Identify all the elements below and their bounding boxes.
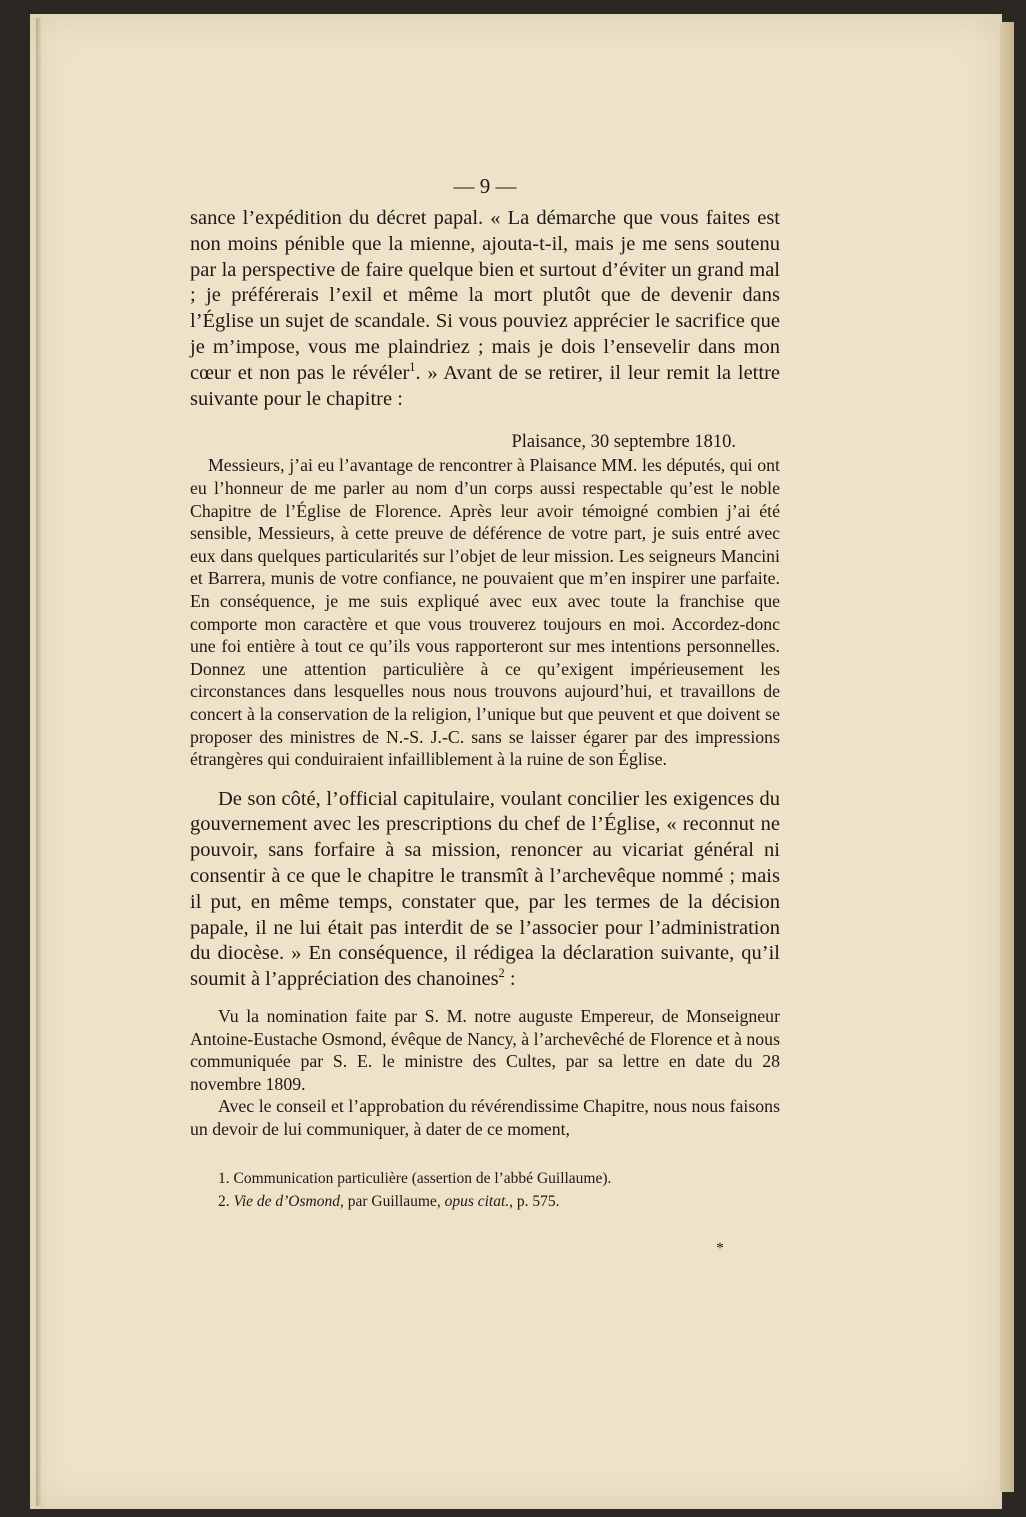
footnote-1: 1. Communication particulière (assertion de l’abbé Guillaume).: [218, 1169, 612, 1187]
footnote-2-title: Vie de d’Osmond: [233, 1192, 340, 1210]
page-text: [190, 168, 780, 1213]
binding-fold: [36, 18, 42, 1506]
paragraph-1: [190, 206, 780, 412]
decree-paragraph-2: Avec le conseil et l’approbation du révérendissime Chapitre, nous nous faisons un devoir de lui communiquer, à dater de ce moment,: [190, 1096, 780, 1140]
footnote-ref-1: 1: [409, 359, 416, 374]
page-edge: [1000, 22, 1014, 1492]
letter-body: Messieurs, j’ai eu l’avantage de rencontrer à Plaisance MM. les députés, qui ont eu l’honneur de me parler au nom d’un corps aussi respectable qu’est le noble Chapitre de l’Église de Florence. Après leur avoir témoigné combien j’ai été sensible, Messieurs, à cette preuve de déférence de votre part, je suis entré avec eux dans quelques particularités sur l’objet de leur mission. Les seigneurs Mancini et Barrera, munis de votre confiance, ne pouvaient que m’en inspirer une parfaite. En conséquence, je me suis expliqué avec eux avec toute la franchise que comporte mon caractère et que vous trouverez toujours en moi. Accordez-donc une foi entière à tout ce qu’ils vous rapporteront sur mes intentions personnelles. Donnez une attention particulière à ce qu’exigent impérieusement les circonstances dans lesquelles nous nous trouvons aujourd’hui, et travaillons de concert à la conservation de la religion, l’unique but que peuvent et que doivent se proposer des ministres de N.-S. J.-C. sans se laisser égarer par des impressions étrangères qui conduiraient infailliblement à la ruine de son Église.: [190, 455, 780, 770]
footnote-2: [218, 1190, 780, 1213]
paragraph-2-text-b: :: [504, 968, 516, 991]
paragraph-2: [190, 787, 780, 993]
paragraph-1-text-a: sance l’expédition du décret papal. « La démarche que vous faites est non moins pénible que la mienne, ajouta-t-il, mais je me sens soutenu par la perspective de faire quelque bien et surtout d’éviter un grand mal ; je préférerais l’exil et même la mort plutôt que de devenir dans l’Église un sujet de scandale. Si vous pouviez apprécier le sacrifice que je m’impose, vous me plaindriez ; mais je dois l’ensevelir dans mon cœur et non pas le révéler: [190, 207, 780, 384]
footnote-2-number: 2.: [218, 1192, 234, 1210]
page-number: — 9 —: [453, 174, 517, 198]
letter-date-line: Plaisance, 30 septembre 1810.: [511, 432, 736, 453]
footnote-ref-2: 2: [498, 966, 505, 981]
footnote-2-end: , p. 575.: [509, 1192, 560, 1210]
decree-paragraph-1: Vu la nomination faite par S. M. notre auguste Empereur, de Monseigneur Antoine-Eustache Osmond, évêque de Nancy, à l’archevêché de Florence et à nous communiquée par S. E. le ministre des Cultes, par sa lettre en date du 28 novembre 1809.: [190, 1006, 780, 1094]
paragraph-2-text-a: De son côté, l’official capitulaire, voulant concilier les exigences du gouvernement avec les prescriptions du chef de l’Église, « reconnut ne pouvoir, sans forfaire à sa mission, renoncer au vicariat général ni consentir à ce que le chapitre le transmît à l’archevêque nommé ; mais il put, en même temps, constater que, par les termes de la décision papale, il ne lui était pas interdit de se l’associer pour l’administration du diocèse. » En conséquence, il rédigea la déclaration suivante, qu’il soumit à l’appréciation des chanoines: [190, 787, 780, 991]
paragraph-1-text-b: . » Avant de se retirer, il leur remit la lettre suivante pour le chapitre :: [190, 361, 780, 410]
footnote-2-middle: , par Guillaume,: [339, 1192, 445, 1210]
footnotes: [190, 1167, 780, 1213]
signature-mark: *: [716, 1240, 724, 1257]
footnote-2-citation: opus citat.: [444, 1192, 510, 1210]
